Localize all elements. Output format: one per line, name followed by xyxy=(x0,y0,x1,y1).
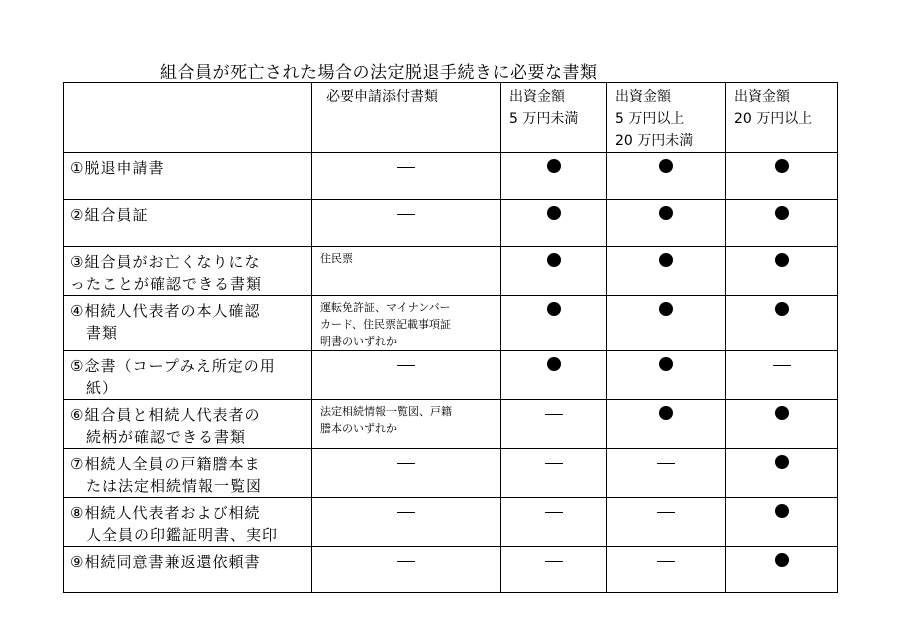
item-label-line2: 人全員の印鑑証明書、実印 xyxy=(86,526,279,544)
item-label: ①脱退申請書 xyxy=(70,159,165,177)
header-under-5man-cell xyxy=(501,83,607,153)
item-label-line2: 紙） xyxy=(86,379,119,397)
header-col2-line2: 5 万円以上 xyxy=(615,111,685,127)
table-row xyxy=(64,200,838,247)
item-label-line1: ③組合員がお亡くなりにな xyxy=(70,253,261,271)
required-documents-table xyxy=(63,82,838,593)
dot-mark xyxy=(775,206,789,220)
dot-mark xyxy=(547,357,561,371)
dash-mark xyxy=(545,414,563,415)
header-over-20man-cell xyxy=(726,83,838,153)
table-row xyxy=(64,351,838,400)
header-col2-line3: 20 万円未満 xyxy=(615,133,694,149)
item-label: ②組合員証 xyxy=(70,206,149,224)
item-label-line2: 続柄が確認できる書類 xyxy=(86,428,247,446)
table-row xyxy=(64,296,838,351)
document-title: 組合員が死亡された場合の法定脱退手続きに必要な書類 xyxy=(160,63,598,83)
dash-mark xyxy=(657,561,675,562)
attachment-line2: 謄本のいずれか xyxy=(320,422,397,435)
item-label-line1: ⑦相続人全員の戸籍謄本ま xyxy=(70,455,261,473)
header-row xyxy=(64,83,838,153)
item-label-line1: ⑧相続人代表者および相続 xyxy=(70,504,261,522)
dash-mark xyxy=(397,512,415,513)
dot-mark xyxy=(775,159,789,173)
item-label-line1: ⑤念書（コープみえ所定の用 xyxy=(70,357,276,375)
dash-mark xyxy=(657,463,675,464)
header-item-cell xyxy=(64,83,312,153)
dot-mark xyxy=(659,159,673,173)
table-row xyxy=(64,247,838,296)
dot-mark xyxy=(547,206,561,220)
dash-mark xyxy=(397,167,415,168)
dash-mark xyxy=(397,365,415,366)
dot-mark xyxy=(547,253,561,267)
dot-mark xyxy=(775,504,789,518)
dash-mark xyxy=(397,561,415,562)
item-label: ⑨相続同意書兼返還依頼書 xyxy=(70,553,261,571)
attachment-line1: 運転免許証、マイナンバー xyxy=(320,301,451,314)
header-attachment-label: 必要申請添付書類 xyxy=(326,89,438,105)
table-row xyxy=(64,498,838,547)
attachment-text: 住民票 xyxy=(320,252,353,265)
header-col2-line1: 出資金額 xyxy=(615,89,671,105)
item-label-line1: ④相続人代表者の本人確認 xyxy=(70,302,261,320)
attachment-line1: 法定相続情報一覧図、戸籍 xyxy=(320,405,452,418)
table-row xyxy=(64,547,838,593)
dash-mark xyxy=(397,214,415,215)
header-5man-20man-cell xyxy=(607,83,726,153)
item-label-line2: 書類 xyxy=(86,324,119,342)
attachment-line3: 明書のいずれか xyxy=(320,335,397,348)
dot-mark xyxy=(775,406,789,420)
header-col1-line1: 出資金額 xyxy=(509,89,565,105)
dot-mark xyxy=(775,455,789,469)
dot-mark xyxy=(775,553,789,567)
header-col1-line2: 5 万円未満 xyxy=(509,111,579,127)
dot-mark xyxy=(659,253,673,267)
dash-mark xyxy=(545,561,563,562)
dot-mark xyxy=(547,159,561,173)
dash-mark xyxy=(545,463,563,464)
dot-mark xyxy=(659,206,673,220)
dot-mark xyxy=(775,253,789,267)
item-label-line2: たは法定相続情報一覧図 xyxy=(86,477,263,495)
dash-mark xyxy=(657,512,675,513)
dot-mark xyxy=(659,406,673,420)
dot-mark xyxy=(659,357,673,371)
table-row xyxy=(64,449,838,498)
header-col3-line2: 20 万円以上 xyxy=(734,111,813,127)
dash-mark xyxy=(773,365,791,366)
table-row xyxy=(64,153,838,200)
attachment-line2: カード、住民票記載事項証 xyxy=(320,318,452,331)
item-label-line2: ったことが確認できる書類 xyxy=(70,275,263,293)
dash-mark xyxy=(397,463,415,464)
item-label-line1: ⑥組合員と相続人代表者の xyxy=(70,406,261,424)
table-row xyxy=(64,400,838,449)
dot-mark xyxy=(547,302,561,316)
dot-mark xyxy=(775,302,789,316)
header-col3-line1: 出資金額 xyxy=(734,89,790,105)
header-attachment-cell xyxy=(312,83,501,153)
dot-mark xyxy=(659,302,673,316)
dash-mark xyxy=(545,512,563,513)
